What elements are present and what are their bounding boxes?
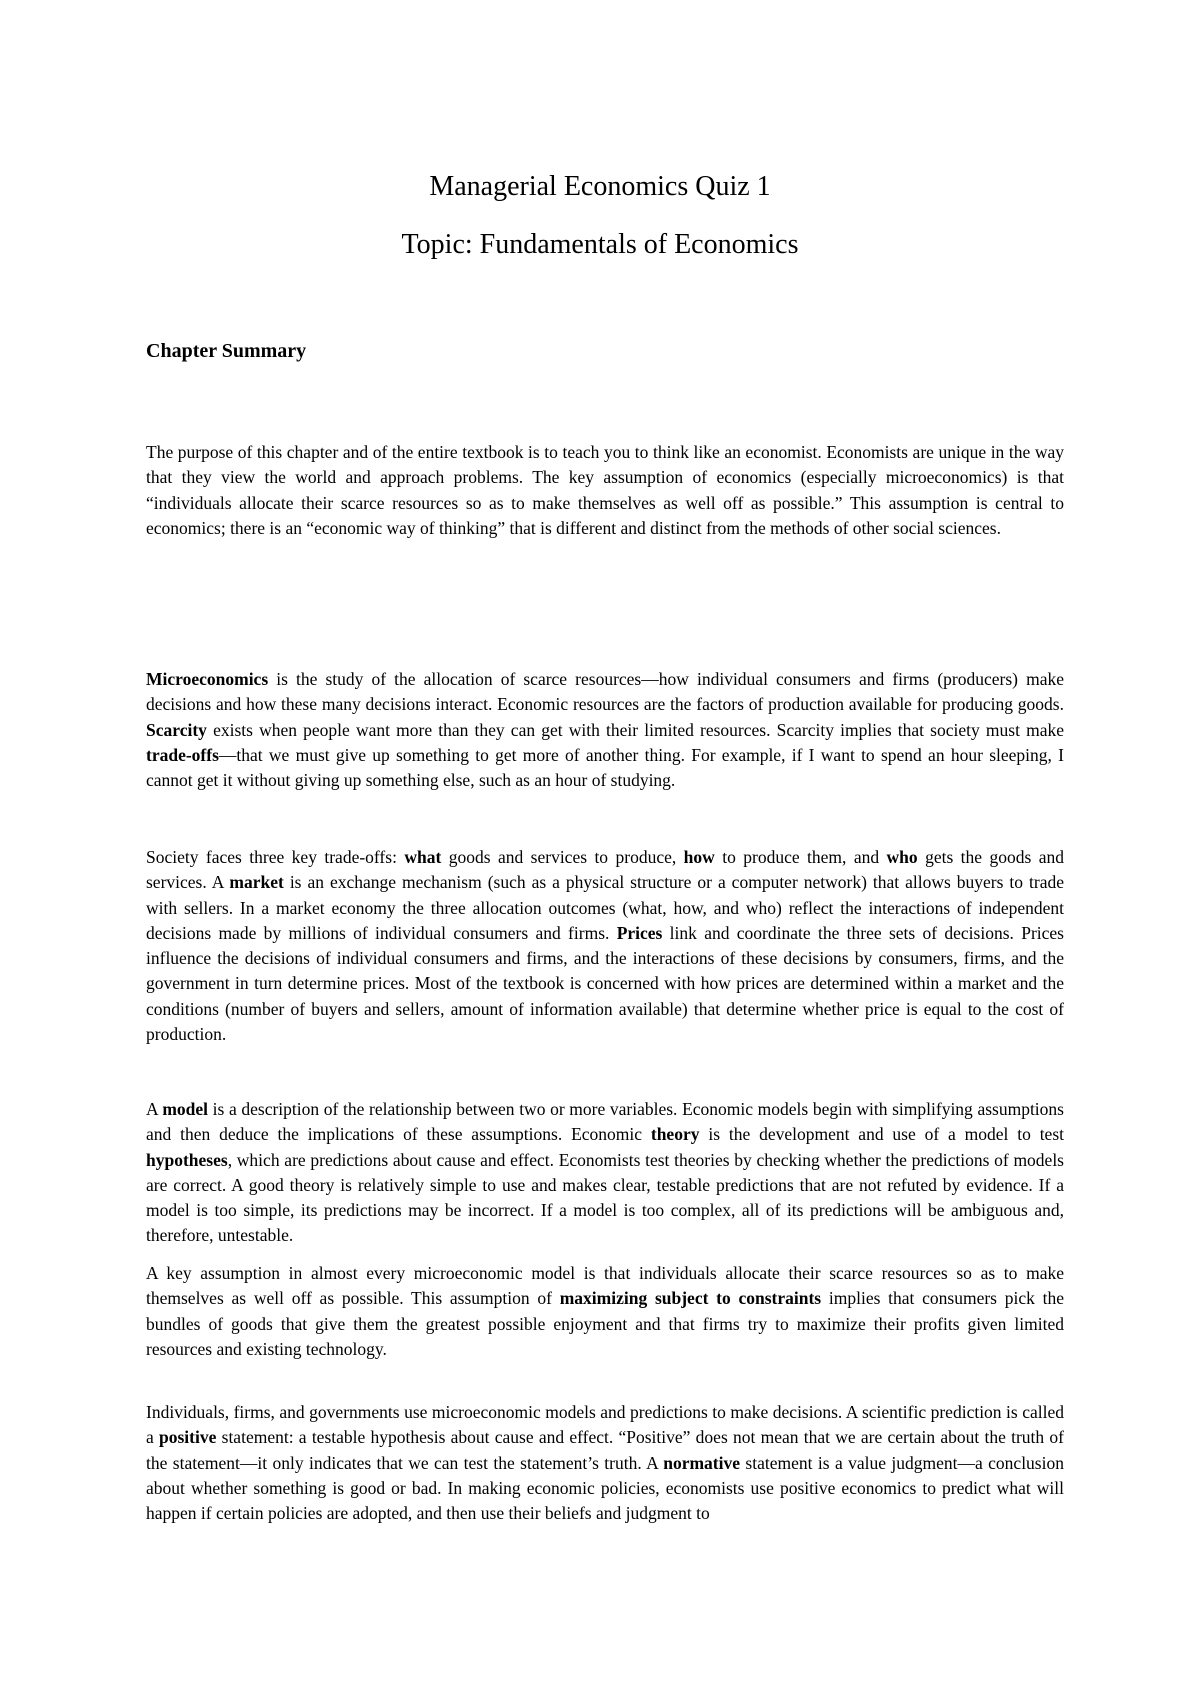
paragraph-positive-normative bbox=[146, 1400, 1064, 1526]
paragraph-microeconomics bbox=[146, 667, 1064, 793]
paragraph-intro bbox=[146, 440, 1064, 541]
text-run: Individuals, firms, and governments use microeconomic models and predictions to make decisions. A scientific prediction is called a bbox=[146, 1402, 1064, 1448]
text-run: The purpose of this chapter and of the entire textbook is to teach you to think like an economist. Economists are unique in the way that they view the world and approach problems. The key assumption of economics (especially microeconomics) is that “individuals allocate their scarce resources so as to make themselves as well off as possible.” This assumption is central to economics; there is an “economic way of thinking” that is different and distinct from the methods of other social sciences. bbox=[146, 442, 1064, 538]
document-title: Managerial Economics Quiz 1 bbox=[429, 171, 771, 202]
bold-term: hypotheses bbox=[146, 1149, 228, 1170]
bold-term: model bbox=[162, 1099, 209, 1119]
bold-term: market bbox=[229, 872, 284, 893]
bold-term: what bbox=[404, 847, 442, 867]
text-run: , which are predictions about cause and effect. Economists test theories by checking whether the predictions of models are correct. A good theory is relatively simple to use and makes clear, testable predictions that are not refuted by evidence. If a model is too simple, its predictions may be incorrect. If a model is too complex, all of its predictions will be ambiguous and, therefore, untestable. bbox=[146, 1149, 1064, 1246]
text-run: A bbox=[146, 1099, 163, 1119]
text-run: statement is a value judgment—a conclusion about whether something is good or bad. In making economic policies, economists use positive economics to predict what will happen if certain policies are adopted, and then use their beliefs and judgment to bbox=[146, 1452, 1064, 1524]
text-run: is an exchange mechanism (such as a physical structure or a computer network) that allows buyers to trade with sellers. In a market economy the three allocation outcomes (what, how, and who) reflect the interactions of independent decisions made by millions of individual consumers and firms. bbox=[146, 872, 1064, 943]
bold-term: maximizing subject to constraints bbox=[559, 1288, 822, 1309]
text-run: gets the goods and services. A bbox=[146, 847, 1064, 893]
text-run: implies that consumers pick the bundles of goods that give them the greatest possible enjoyment and that firms try to maximize their profits given limited resources and existing technology. bbox=[146, 1288, 1064, 1359]
text-run: goods and services to produce, bbox=[441, 847, 684, 867]
bold-term: how bbox=[683, 847, 715, 867]
text-run: A key assumption in almost every microeconomic model is that individuals allocate their scarce resources so as to make themselves as well off as possible. This assumption of bbox=[146, 1263, 1064, 1309]
section-heading: Chapter Summary bbox=[146, 340, 307, 362]
text-run: is a description of the relationship between two or more variables. Economic models begin with simplifying assumptions and then deduce the implications of these assumptions. Economic bbox=[146, 1099, 1064, 1145]
paragraph-model bbox=[146, 1097, 1064, 1249]
bold-term: who bbox=[886, 847, 918, 867]
document-topic: Topic: Fundamentals of Economics bbox=[401, 229, 799, 260]
paragraph-maximizing bbox=[146, 1261, 1064, 1362]
bold-term: trade-offs bbox=[146, 744, 219, 765]
bold-term: Scarcity bbox=[146, 719, 207, 740]
text-run: to produce them, and bbox=[714, 847, 887, 867]
text-run: link and coordinate the three sets of decisions. Prices influence the decisions of individual consumers and firms, and the interactions of these decisions by consumers, firms, and the government in turn determine prices. Most of the textbook is concerned with how prices are determined within a market and the conditions (number of buyers and sellers, amount of information available) that determine whether price is equal to the cost of production. bbox=[146, 922, 1064, 1045]
text-run: is the development and use of a model to test bbox=[699, 1124, 1064, 1145]
text-run: exists when people want more than they can get with their limited resources. Scarcity implies that society must make bbox=[206, 719, 1064, 740]
bold-term: Prices bbox=[616, 922, 663, 943]
bold-term: theory bbox=[650, 1124, 700, 1145]
bold-term: normative bbox=[663, 1452, 741, 1473]
text-run: statement: a testable hypothesis about cause and effect. “Positive” does not mean that we are certain about the truth of the statement—it only indicates that we can test the statement’s truth. A bbox=[146, 1427, 1064, 1473]
bold-term: Microeconomics bbox=[146, 669, 269, 689]
text-run: Society faces three key trade-offs: bbox=[146, 847, 405, 867]
text-run: —that we must give up something to get more of another thing. For example, if I want to spend an hour sleeping, I cannot get it without giving up something else, such as an hour of studying. bbox=[146, 744, 1064, 791]
paragraph-trade-offs bbox=[146, 845, 1064, 1047]
text-run: is the study of the allocation of scarce resources—how individual consumers and firms (producers) make decisions and how these many decisions interact. Economic resources are the factors of production available for producing goods. bbox=[146, 669, 1064, 715]
bold-term: positive bbox=[159, 1427, 217, 1448]
